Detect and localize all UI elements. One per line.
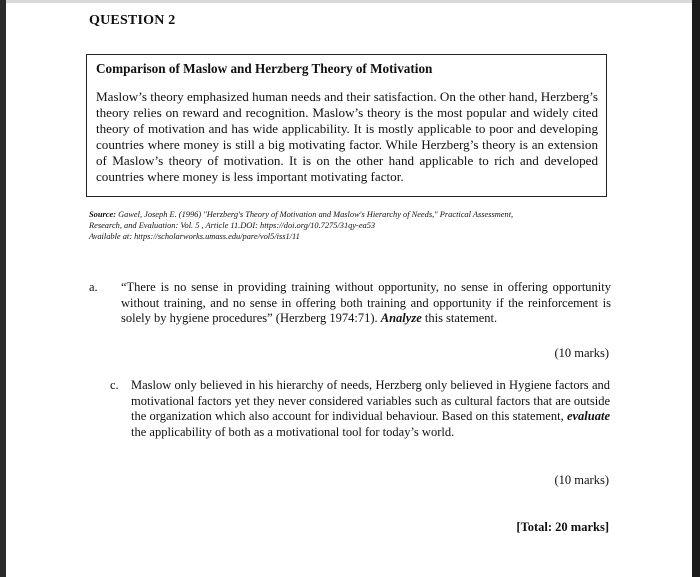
left-edge-shadow: [0, 0, 6, 577]
part-a-letter: a.: [89, 280, 98, 294]
source-line-3: Available at: https://scholarworks.umass.edu/pare/vol5/iss1/11: [89, 232, 300, 242]
part-a-text-before: “There is no sense in providing training without opportunity, no sense in offering opportunity without training, and no sense in offering both training and opportunity if the reinforcement is solely by hygiene procedures” (Herzberg 1974:71).: [121, 280, 611, 326]
source-line1-text: Gawel, Joseph E. (1996) "Herzberg's Theory of Motivation and Maslow's Hierarchy of Needs," Practical Assessment,: [118, 210, 514, 219]
source-citation: [89, 209, 609, 243]
right-edge-shadow: [692, 0, 700, 577]
part-c-keyword: evaluate: [566, 409, 610, 424]
part-a-text-after: this statement.: [421, 311, 498, 326]
source-line-1: [89, 209, 609, 220]
part-a-marks: (10 marks): [554, 346, 609, 360]
total-marks: [Total: 20 marks]: [516, 520, 609, 534]
part-c-text-after: the applicability of both as a motivational tool for today’s world.: [131, 424, 455, 439]
source-label: Source:: [89, 210, 116, 219]
case-title: Comparison of Maslow and Herzberg Theory of Motivation: [96, 61, 433, 76]
question-heading: QUESTION 2: [89, 13, 176, 28]
part-c-marks: (10 marks): [554, 473, 609, 487]
part-c-text: [131, 378, 610, 440]
case-body: Maslow’s theory emphasized human needs and their satisfaction. On the other hand, Herzberg’s theory relies on reward and recognition. Maslow’s theory is the most popular and widely cited theory of motivation and has wide applicability. It is mostly applicable to poor and developing countries where money is still a big motivating factor. While Herzberg’s theory is an extension of Maslow’s theory of motivation. It is on the other hand applicable to rich and developed countries where money is less important motivating factor.: [96, 89, 598, 185]
part-a-text: [121, 280, 611, 327]
part-a-keyword: Analyze: [380, 311, 422, 326]
part-c-letter: c.: [110, 378, 119, 392]
case-box: [86, 54, 607, 197]
top-edge: [6, 0, 692, 3]
part-c-text-before: Maslow only believed in his hierarchy of needs, Herzberg only believed in Hygiene factors and motivational factors yet they never considered variables such as cultural factors that are outside the organization which also account for individual behaviour. Based on this statement,: [131, 378, 610, 424]
source-line-2: Research, and Evaluation: Vol. 5 , Article 11.DOI: https://doi.org/10.7275/31qy-ea53: [89, 221, 376, 231]
